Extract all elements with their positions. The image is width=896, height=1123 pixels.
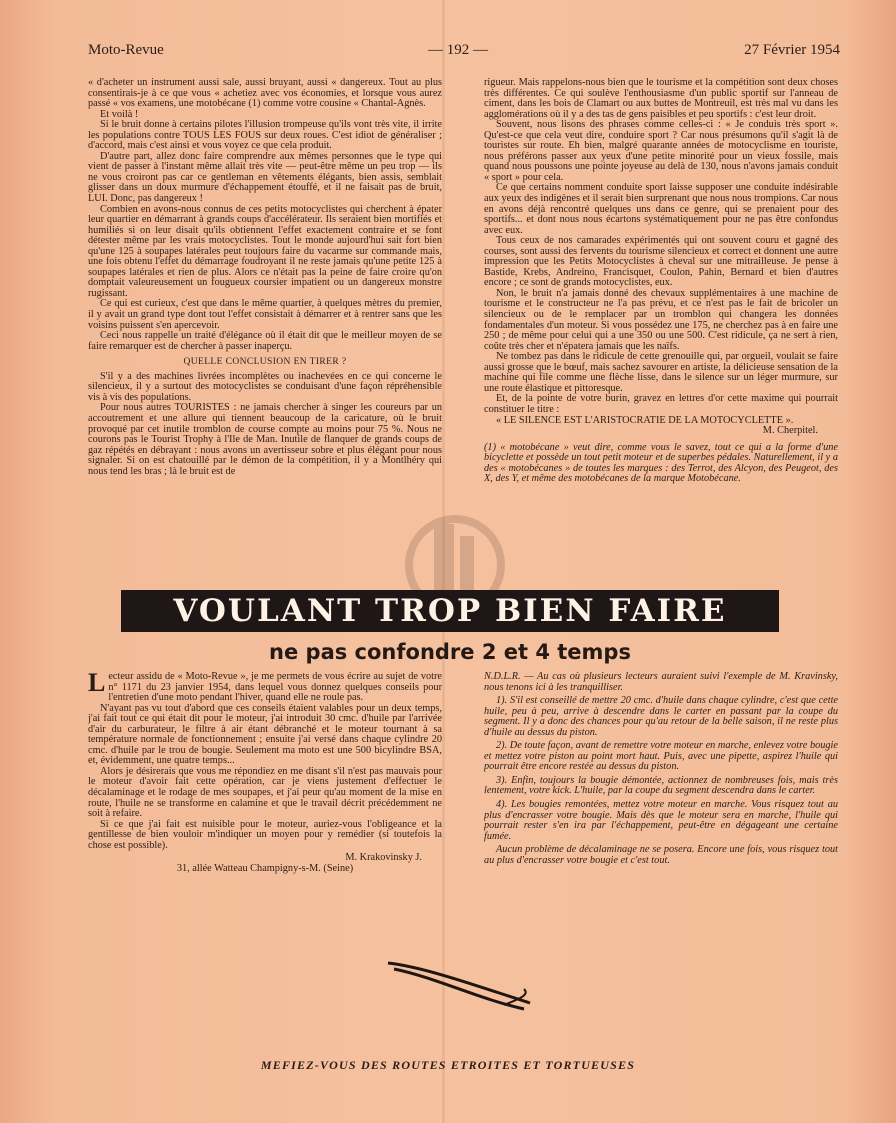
article-signature: M. Cherpitel. [762, 425, 818, 437]
paragraph: N.D.L.R. — Au cas où plusieurs lecteurs auraient suivi l'exemple de M. Kravinsky, nous tenons ici à les tranquilliser. [484, 672, 838, 693]
footnote: (1) « motobécane » veut dire, comme vous le savez, tout ce qui a la forme d'une bicyclette et possède un tout petit moteur et de superbes pédales. Naturellement, il y a des « motobécanes » de toutes les marques : des Terrot, des Alcyon, des Peugeot, des X, des Y, et même des motobécanes de la marque Motobécane. [484, 441, 838, 485]
header-magazine-name: Moto-Revue [88, 42, 164, 58]
paragraph: Combien en avons-nous connus de ces petits motocyclistes qui cherchent à épater leur quartier en démarrant à grands coups d'accélérateur. Ils seraient bien mortifiés et humiliés si on leur disait qu'ils obtiennent l'effet exactement contraire et se font détester même par les vrais motocyclistes. Tout le monde aujourd'hui sait fort bien qu'une 125 à soupapes latérales peut toujours faire du vacarme sur commande mais, une fois obtenu l'effet du démarrage foudroyant il ne reste jamais qu'une petite 125 à soupapes latérales et rien de plus. Alors ce n'était pas la peine de faire croire qu'on domptait valeureusement un fougueux coursier impatient ou un dangereux monstre rugissant. [88, 203, 442, 299]
paragraph: 2). De toute façon, avant de remettre votre moteur en marche, enlevez votre bougie et mettez votre piston au point mort haut. Puis, avec une pipette, aspirez l'huile qui pourrait être encore restée au dessus du piston. [484, 740, 838, 773]
paragraph: rigueur. Mais rappelons-nous bien que le tourisme et la compétition sont deux choses très différentes. Ce qui soulève l'enthousiasme d'un public sportif sur l'anneau de ciment, dans les bois de Clamart ou aux buttes de Montreuil, est très mal vu dans les agglomérations où il y a des tas de gens paisibles et peu sportifs : c'est leur droit. [484, 78, 838, 120]
paragraph: 3). Enfin, toujours la bougie démontée, actionnez de nombreuses fois, mais très lentement, votre kick. L'huile, par la coupe du segment descendra dans le carter. [484, 774, 838, 797]
section-subheading: QUELLE CONCLUSION EN TIRER ? [183, 357, 347, 368]
paragraph: Ceci nous rappelle un traité d'élégance où il était dit que le meilleur moyen de se faire remarquer est de chercher à passer inaperçu. [88, 330, 442, 352]
paragraph: D'autre part, allez donc faire comprendre aux mêmes personnes que le type qui vient de passer à l'instant même allait très vite — peut-être même un peu trop — ils ne vous croiront pas car ce gentleman en vêtements élégants, bien assis, semblait glisser dans un doux murmure d'échappement étouffé, et il ne faisait pas de bruit, LUI. Donc, pas dangereux ! [88, 150, 442, 205]
paragraph: Et voilà ! [100, 108, 139, 120]
editor-answer [484, 672, 838, 917]
paragraph: 1). S'il est conseillé de mettre 20 cmc. d'huile dans chaque cylindre, c'est que cette huile, peu à peu, arrive à descendre dans le carter en passant par la coupe du segment. Il y a donc des chances pour qu'au retour de la belle saison, il ne reste plus d'huile au dessus du piston. [484, 695, 838, 738]
paragraph: Ce que certains nomment conduite sport laisse supposer une conduite indésirable aux yeux des indigènes et il serait bien surprenant que nous nous trompions. Car nous en avons déjà rencontré quelques uns dans ce genre, qui se prenaient pour des sportifs... et dont nous nous écartons systématiquement pour ne pas être confondus avec eux. [484, 182, 838, 236]
paragraph: Et, de la pointe de votre burin, gravez en lettres d'or cette maxime qui pourrait constituer le titre : [484, 393, 838, 415]
letter-address: 31, allée Watteau Champigny-s-M. (Seine) [176, 862, 354, 874]
paragraph: S'il y a des machines livrées incomplètes ou inachevées en ce qui concerne le silencieux, il y a surtout des motocyclistes se conduisant d'une façon répréhensible vis à vis des populations. [88, 370, 442, 403]
paragraph: Si ce que j'ai fait est nuisible pour le moteur, auriez-vous l'obligeance et la gentillesse de bien vouloir m'indiquer un moyen pour y remédier (si toutefois la chose est possible). [88, 818, 442, 851]
article-left-column [88, 78, 442, 578]
paragraph: Pour nous autres TOURISTES : ne jamais chercher à singer les coureurs par un accoutrement et une allure qui tiennent beaucoup de la caricature, où le bruit provoqué par cet inutile tromblon de course compte au moins pour 75 %. Nous ne courons pas le Tourist Trophy à l'Ile de Man. Inutile de flanquer de grands coups de gaz répétés en débrayant : nous avons un avertisseur sobre et plus élégant pour nous signaler. Si on est chatouillé par le démon de la compétition, il y a Montlhéry qui nous tend les bras ; là le bruit est de [88, 402, 442, 477]
decorative-swash-icon [384, 955, 534, 1015]
paragraph: Si le bruit donne à certains pilotes l'illusion trompeuse qu'ils vont très vite, il irrite les populations contre TOUS LES FOUS sur deux roues. C'est idiot de généraliser ; d'accord, mais c'est ainsi et vous voyez ce que cela produit. [88, 119, 442, 152]
drop-cap: L [88, 672, 106, 697]
paragraph: Souvent, nous lisons des phrases comme celles-ci : « Je conduis très sport ». Qu'est-ce que cela veut dire, conduire sport ? Car nous présumons qu'il s'agit là de touristes sur route. Eh bien, malgré quarante années de motocyclisme en touriste, nous préférons passer aux yeux d'une petite minorité pour un vieux fossile, mais quand nous poussons une pointe joyeuse au delà de 130, nous n'avons jamais conduit « sport » pour cela. [484, 119, 838, 183]
article-banner-title: VOULANT TROP BIEN FAIRE [121, 590, 779, 632]
header-page-number: — 192 — [428, 42, 488, 58]
article-right-column [484, 78, 838, 578]
paragraph: Ne tombez pas dans le ridicule de cette grenouille qui, par orgueil, voulait se faire aussi grosse que le bœuf, mais sachez savourer en artiste, la délicieuse sensation de la machine qui file comme une flèche lisse, dans le silence sur un léger murmure, sur une route élastique et pittoresque. [484, 351, 838, 394]
article-subtitle: ne pas confondre 2 et 4 temps [269, 640, 631, 664]
paragraph: 4). Les bougies remontées, mettez votre moteur en marche. Vous risquez tout au plus d'encrasser votre bougie. Mais dès que le moteur sera en marche, l'huile qui pourrait rester s'en ira par l'échappement, peut-être en dégageant une certaine fumée. [484, 799, 838, 842]
paragraph: « LE SILENCE EST L'ARISTOCRATIE DE LA MOTOCYCLETTE ». [496, 414, 794, 426]
paragraph [88, 672, 442, 704]
paragraph: « d'acheter un instrument aussi sale, aussi bruyant, aussi « dangereux. Tout au plus consentirais-je à ce que vous « achetiez avec vos économies, et lorsque vous aurez passé « vos examens, une motobécane (1) comme votre cousine « Chantal-Agnès. [88, 78, 442, 110]
paragraph: Aucun problème de décalaminage ne se posera. Encore une fois, vous risquez tout au plus d'encrasser votre bougie et c'est tout. [484, 844, 838, 866]
paragraph: Ce qui est curieux, c'est que dans le même quartier, à quelques mètres du premier, il y avait un grand type dont tout l'effet consistait à démarrer et à rentrer sans que les voisins puissent s'en apercevoir. [88, 298, 442, 331]
reader-letter [88, 672, 442, 917]
letter-opening: ecteur assidu de « Moto-Revue », je me permets de vous écrire au sujet de votre n° 1171 du 23 janvier 1954, dans lequel vous donnez quelques conseils pour l'entretien d'une moto pendant l'hiver, quand elle ne roule pas. [108, 672, 442, 704]
footer-slogan: MEFIEZ-VOUS DES ROUTES ETROITES ET TORTUEUSES [260, 1058, 636, 1072]
paragraph: N'ayant pas vu tout d'abord que ces conseils étaient valables pour un deux temps, j'ai fait tout ce qui était dit pour le moteur, j'ai introduit 30 cmc. d'huile par l'arrivée d'air du carburateur, le filtre à air étant débranché et le moteur tournant à sa température normale de fonctionnement ; ensuite j'ai versé dans chaque cylindre 20 cmc. d'huile par le trou de bougie. Seulement ma moto est une 500 bicylindre BSA, et, évidemment, une quatre temps... [88, 702, 442, 767]
header-date: 27 Février 1954 [744, 42, 840, 58]
paragraph: Non, le bruit n'a jamais donné des chevaux supplémentaires à une machine de tourisme et le constructeur ne l'a pas prévu, et ce n'est pas le fait de bricoler un silencieux ou de le remplacer par un tromblon qui changera les données fondamentales d'un moteur. Si vous possédez une 175, ne cherchez pas à en faire une 250 ; de même pour celui qui a une 350 ou une 500. C'est ridicule, ça ne sert à rien, coûte très cher et n'épatera jamais que les naïfs. [484, 287, 838, 352]
letter-signature: M. Krakovinsky J. [345, 852, 422, 864]
paragraph: Alors je désirerais que vous me répondiez en me disant s'il n'est pas mauvais pour le moteur d'avoir fait cette opération, car je viens justement d'effectuer le décalaminage et le rodage de mes soupapes, et j'ai peur qu'au moment de la mise en route, l'huile ne se transforme en calamine et que le travail décrit précédemment ne soit à refaire. [88, 765, 442, 820]
paragraph: Tous ceux de nos camarades expérimentés qui ont souvent couru et gagné des courses, sont aussi des fervents du tourisme silencieux et correct et donnent une autre impression que les Petits Motocyclistes à cheval sur une mitrailleuse. Je pense à Bastide, Krebs, Andreino, Francisquet, Coulon, Pahin, Bernard et bien d'autres encore ; ce sont de grands motocyclistes, eux. [484, 235, 838, 289]
